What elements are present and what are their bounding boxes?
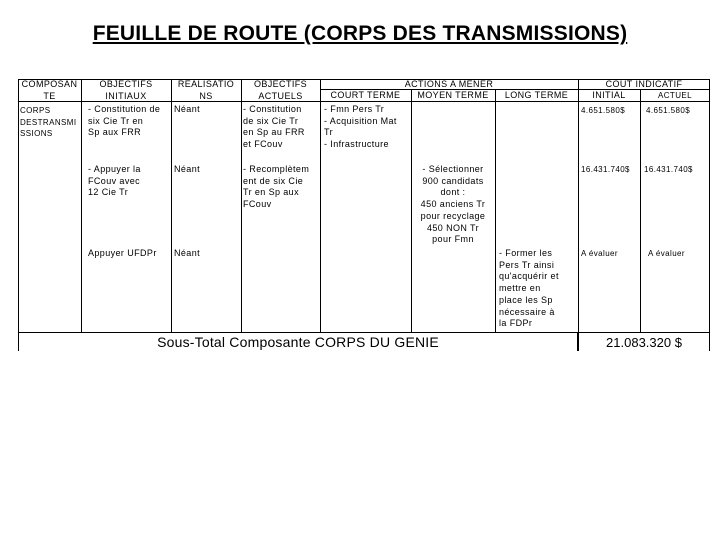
header-actuel: ACTUEL (658, 91, 692, 100)
row2-objectif-initial: - Appuyer la FCouv avec 12 Cie Tr (88, 164, 141, 198)
header-actions: ACTIONS A MENER (404, 79, 494, 89)
column-divider (320, 79, 321, 332)
table-border-right (709, 79, 710, 351)
row2-moyen-terme: - Sélectionner 900 candidats dont : 450 anciens Tr pour recyclage 450 NON Tr pour Fmn (420, 164, 486, 245)
header-objectifs-initiaux: OBJECTIFS INITIAUX (99, 79, 153, 101)
row1-cout-initial: 4.651.580$ (581, 106, 626, 115)
column-divider (495, 89, 496, 332)
row2-objectif-actuel: - Recomplètem ent de six Cie Tr en Sp aux FCouv (243, 164, 310, 210)
header-long-terme: LONG TERME (504, 90, 569, 100)
roadmap-table (18, 79, 710, 351)
row2-cout-initial: 16.431.740$ (581, 165, 630, 174)
page-title: FEUILLE DE ROUTE (CORPS DES TRANSMISSIONS) (92, 22, 628, 45)
header-realisations: REALISATIO NS (177, 79, 235, 101)
row3-cout-actuel: A évaluer (648, 249, 685, 258)
row2-cout-actuel: 16.431.740$ (644, 165, 693, 174)
row3-cout-initial: A évaluer (581, 249, 618, 258)
row1-realisation: Néant (174, 104, 201, 114)
row1-court-terme: - Fmn Pers Tr - Acquisition Mat Tr - Infrastructure (324, 104, 397, 150)
row1-objectif-actuel: - Constitution de six Cie Tr en Sp au FRR et FCouv (243, 104, 305, 150)
subtotal-amount: 21.083.320 $ (606, 335, 682, 350)
row3-long-terme: - Former les Pers Tr ainsi qu'acquérir et mettre en place les Sp nécessaire à la FDPr (499, 248, 559, 329)
header-court-terme: COURT TERME (330, 90, 401, 100)
column-divider (578, 79, 579, 351)
column-divider (241, 79, 242, 332)
header-cout: COUT INDICATIF (605, 79, 683, 89)
row3-objectif-initial: Appuyer UFDPr (88, 248, 157, 258)
column-divider (640, 89, 641, 332)
header-composante: COMPOSAN TE (21, 79, 78, 101)
column-divider (171, 79, 172, 332)
header-moyen-terme: MOYEN TERME (417, 90, 489, 100)
row2-realisation: Néant (174, 164, 201, 174)
header-initial: INITIAL (592, 90, 626, 100)
row1-cout-actuel: 4.651.580$ (646, 106, 691, 115)
header-objectifs-actuels: OBJECTIFS ACTUELS (253, 79, 308, 101)
composante-cell: CORPS DESTRANSMI SSIONS (20, 106, 77, 138)
column-divider (81, 79, 82, 332)
table-border-left (18, 79, 19, 351)
row1-objectif-initial: - Constitution de six Cie Tr en Sp aux FRR (88, 104, 161, 138)
row3-realisation: Néant (174, 248, 201, 258)
subtotal-label: Sous-Total Composante CORPS DU GENIE (157, 334, 439, 350)
